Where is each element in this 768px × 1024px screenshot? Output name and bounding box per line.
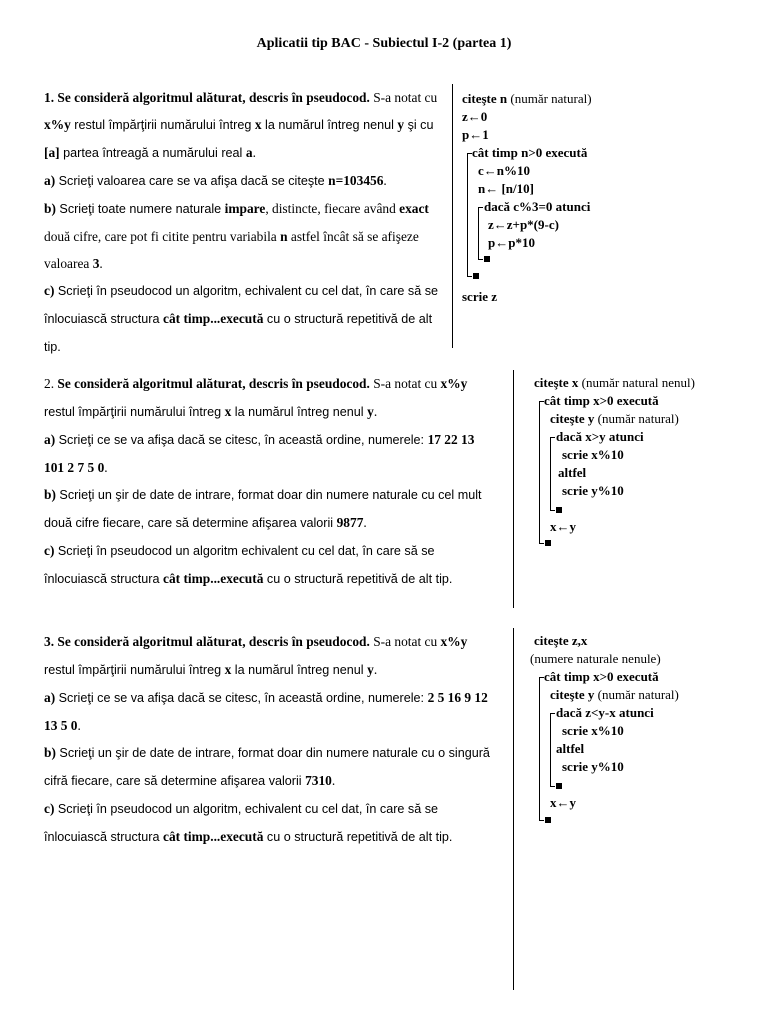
p1-qb-t2: , distincte, fiecare având bbox=[265, 201, 400, 216]
p2-xy: x%y bbox=[440, 376, 468, 391]
p3-qb-val: 7310 bbox=[305, 773, 332, 788]
p2-t1: restul împărţirii numărului întreg bbox=[44, 405, 225, 419]
p1-qa-val: n=103456 bbox=[328, 173, 384, 188]
c1-if-bracket bbox=[478, 207, 483, 260]
c3-l4b: citeşte y bbox=[550, 687, 595, 702]
c2-if-bracket bbox=[550, 437, 555, 511]
p1-qc-t2: cu o structură repetitivă de alt tip. bbox=[44, 312, 433, 354]
c1-loop-tick bbox=[467, 276, 472, 277]
p2-qa-text: Scrieţi ce se va afişa dacă se citesc, în această ordine, numerele: bbox=[55, 433, 428, 447]
p2-qb-text: Scrieţi un şir de date de intrare, format doar din numere naturale cu cel mult două cifre fiecare, care să determine afişarea valorii bbox=[44, 488, 482, 530]
c3-l9: x←y bbox=[550, 795, 576, 810]
p1-qb-dot: . bbox=[99, 256, 103, 271]
p1-x: x bbox=[254, 117, 262, 132]
c1-l3: p←1 bbox=[462, 127, 489, 142]
p2-dot: . bbox=[373, 404, 378, 419]
p3-qc-cat: cât timp...execută bbox=[163, 829, 264, 844]
p3-number: 3. bbox=[44, 634, 58, 649]
p1-dot: . bbox=[252, 145, 256, 160]
c1-l1r: (număr natural) bbox=[507, 91, 592, 106]
c1-l6: n← [n/10] bbox=[478, 181, 534, 196]
p1-qb-exact: exact bbox=[399, 201, 429, 216]
p2-qc-cat: cât timp...execută bbox=[163, 571, 264, 586]
p1-qc-label: c) bbox=[44, 283, 55, 298]
c3-loop-end bbox=[545, 817, 551, 823]
p1-qa-label: a) bbox=[44, 173, 56, 188]
p3-qc-t1: Scrieţi în pseudocod un algoritm, echivalent cu cel dat, în care să se înlocuiască structura bbox=[44, 802, 439, 844]
c2-l5: scrie x%10 bbox=[562, 447, 624, 462]
p1-t1: restul împărţirii numărului întreg bbox=[70, 118, 255, 132]
c1-l10: scrie z bbox=[462, 289, 498, 304]
c1-l4: cât timp n>0 execută bbox=[472, 145, 588, 160]
p3-t1: restul împărţirii numărului întreg bbox=[44, 663, 225, 677]
p3-dot: . bbox=[373, 662, 378, 677]
c2-l4: dacă x>y atunci bbox=[556, 429, 644, 444]
p2-qc-t1: Scrieţi în pseudocod un algoritm echivalent cu cel dat, în care să se înlocuiască structura bbox=[44, 544, 435, 586]
p1-qa-text: Scrieţi valoarea care se va afişa dacă se citeşte bbox=[55, 174, 329, 188]
c2-l1b: citeşte x bbox=[534, 375, 579, 390]
c2-if-tick bbox=[550, 510, 555, 511]
divider-2 bbox=[513, 370, 514, 608]
c1-l7: dacă c%3=0 atunci bbox=[484, 199, 591, 214]
p2-y: y bbox=[367, 404, 374, 419]
c1-l8: z←z+p*(9-c) bbox=[488, 217, 559, 232]
c3-if-end bbox=[556, 783, 562, 789]
c1-l2: z←0 bbox=[462, 109, 488, 124]
c3-l3: cât timp x>0 execută bbox=[544, 669, 659, 684]
p1-qb-impare: impare bbox=[224, 201, 266, 216]
p1-qa-dot: . bbox=[383, 173, 387, 188]
c3-l1: citeşte z,x bbox=[534, 633, 588, 648]
p3-qa-val: 2 5 16 9 12 13 5 0 bbox=[44, 690, 488, 733]
p3-qa-dot: . bbox=[77, 718, 81, 733]
p1-qb-3: 3 bbox=[92, 256, 100, 271]
p2-intro: S-a notat cu bbox=[369, 376, 441, 391]
c2-l1r: (număr natural nenul) bbox=[578, 375, 695, 390]
p1-a-br: [a] bbox=[44, 145, 60, 160]
c1-l5: c←n%10 bbox=[478, 163, 530, 178]
c3-l6: scrie x%10 bbox=[562, 723, 624, 738]
c2-if-end bbox=[556, 507, 562, 513]
c1-if-tick bbox=[478, 259, 483, 260]
c3-if-tick bbox=[550, 786, 555, 787]
p1-intro-bold: Se consideră algoritmul alăturat, descris în pseudocod. bbox=[57, 90, 370, 105]
p3-qa-text: Scrieţi ce se va afişa dacă se citesc, în această ordine, numerele: bbox=[55, 691, 428, 705]
page-title: Aplicatii tip BAC - Subiectul I-2 (partea 1) bbox=[256, 36, 512, 51]
p3-qc-label: c) bbox=[44, 801, 55, 816]
c2-loop-bracket bbox=[539, 401, 544, 544]
p1-qb-label: b) bbox=[44, 201, 56, 216]
c1-l1b: citeşte n bbox=[462, 91, 508, 106]
p2-qa-dot: . bbox=[104, 460, 108, 475]
c3-loop-tick bbox=[539, 820, 544, 821]
p3-intro-bold: Se consideră algoritmul alăturat, descris în pseudocod. bbox=[57, 634, 370, 649]
p1-qc-t1: Scrieţi în pseudocod un algoritm, echivalent cu cel dat, în care să se înlocuiască structura bbox=[44, 284, 439, 326]
p2-t2: la numărul întreg nenul bbox=[231, 405, 368, 419]
divider-3 bbox=[513, 628, 514, 990]
p3-qb-text: Scrieţi un şir de date de intrare, format doar din numere naturale cu o singură cifră fiecare, care să determine afişarea valorii bbox=[44, 746, 490, 788]
p1-qb-t4: astfel încât să se afişeze valoarea bbox=[44, 229, 419, 271]
c1-if-end bbox=[484, 256, 490, 262]
p2-intro-bold: Se consideră algoritmul alăturat, descris în pseudocod. bbox=[57, 376, 370, 391]
p1-qb-t3: două cifre, care pot fi citite pentru variabila bbox=[44, 229, 281, 244]
c1-loop-end bbox=[473, 273, 479, 279]
p1-xy: x%y bbox=[44, 117, 71, 132]
c3-l5: dacă z<y-x atunci bbox=[556, 705, 654, 720]
p2-x: x bbox=[224, 404, 232, 419]
c2-l2: cât timp x>0 execută bbox=[544, 393, 659, 408]
p1-t4: partea întreagă a numărului real bbox=[59, 146, 246, 160]
c2-loop-tick bbox=[539, 543, 544, 544]
p1-t2: la numărul întreg nenul bbox=[261, 118, 398, 132]
c2-l7: scrie y%10 bbox=[562, 483, 624, 498]
p3-t2: la numărul întreg nenul bbox=[231, 663, 368, 677]
c3-l2: (numere naturale nenule) bbox=[530, 651, 661, 666]
p1-a: a bbox=[245, 145, 253, 160]
c3-l7: altfel bbox=[556, 741, 585, 756]
p2-qb-val: 9877 bbox=[336, 515, 364, 530]
p3-y: y bbox=[367, 662, 374, 677]
p1-intro: S-a notat cu bbox=[369, 90, 438, 105]
p3-intro: S-a notat cu bbox=[369, 634, 441, 649]
p1-qb-t1: Scrieţi toate numere naturale bbox=[55, 202, 225, 216]
problem-3-text bbox=[44, 628, 494, 851]
p1-y: y bbox=[397, 117, 405, 132]
p1-qc-cat: cât timp...execută bbox=[163, 311, 264, 326]
p1-t3: şi cu bbox=[404, 118, 434, 132]
p2-number: 2. bbox=[44, 376, 58, 391]
p1-qb-n: n bbox=[280, 229, 288, 244]
p2-qa-label: a) bbox=[44, 432, 56, 447]
c2-l6: altfel bbox=[558, 465, 587, 480]
c1-l9: p←p*10 bbox=[488, 235, 535, 250]
c2-loop-end bbox=[545, 540, 551, 546]
problem-2-text bbox=[44, 370, 494, 593]
p1-number: 1. bbox=[44, 90, 55, 105]
c3-l8: scrie y%10 bbox=[562, 759, 624, 774]
c3-loop-bracket bbox=[539, 677, 544, 821]
p3-qb-dot: . bbox=[331, 773, 336, 788]
p2-qb-label: b) bbox=[44, 487, 56, 502]
p2-qc-label: c) bbox=[44, 543, 55, 558]
problem-1-text bbox=[44, 84, 442, 361]
p3-qa-label: a) bbox=[44, 690, 56, 705]
p3-qb-label: b) bbox=[44, 745, 56, 760]
p3-xy: x%y bbox=[440, 634, 468, 649]
c3-if-bracket bbox=[550, 713, 555, 787]
p2-qb-dot: . bbox=[363, 515, 367, 530]
divider-1 bbox=[452, 84, 453, 348]
c2-l8: x←y bbox=[550, 519, 576, 534]
c1-loop-bracket bbox=[467, 153, 472, 277]
c3-l4r: (număr natural) bbox=[594, 687, 679, 702]
c2-l3r: (număr natural) bbox=[594, 411, 679, 426]
p3-qc-t2: cu o structură repetitivă de alt tip. bbox=[263, 830, 453, 844]
p3-x: x bbox=[224, 662, 232, 677]
p2-qc-t2: cu o structură repetitivă de alt tip. bbox=[263, 572, 453, 586]
p2-qa-val: 17 22 13 101 2 7 5 0 bbox=[44, 432, 475, 475]
c2-l3b: citeşte y bbox=[550, 411, 595, 426]
